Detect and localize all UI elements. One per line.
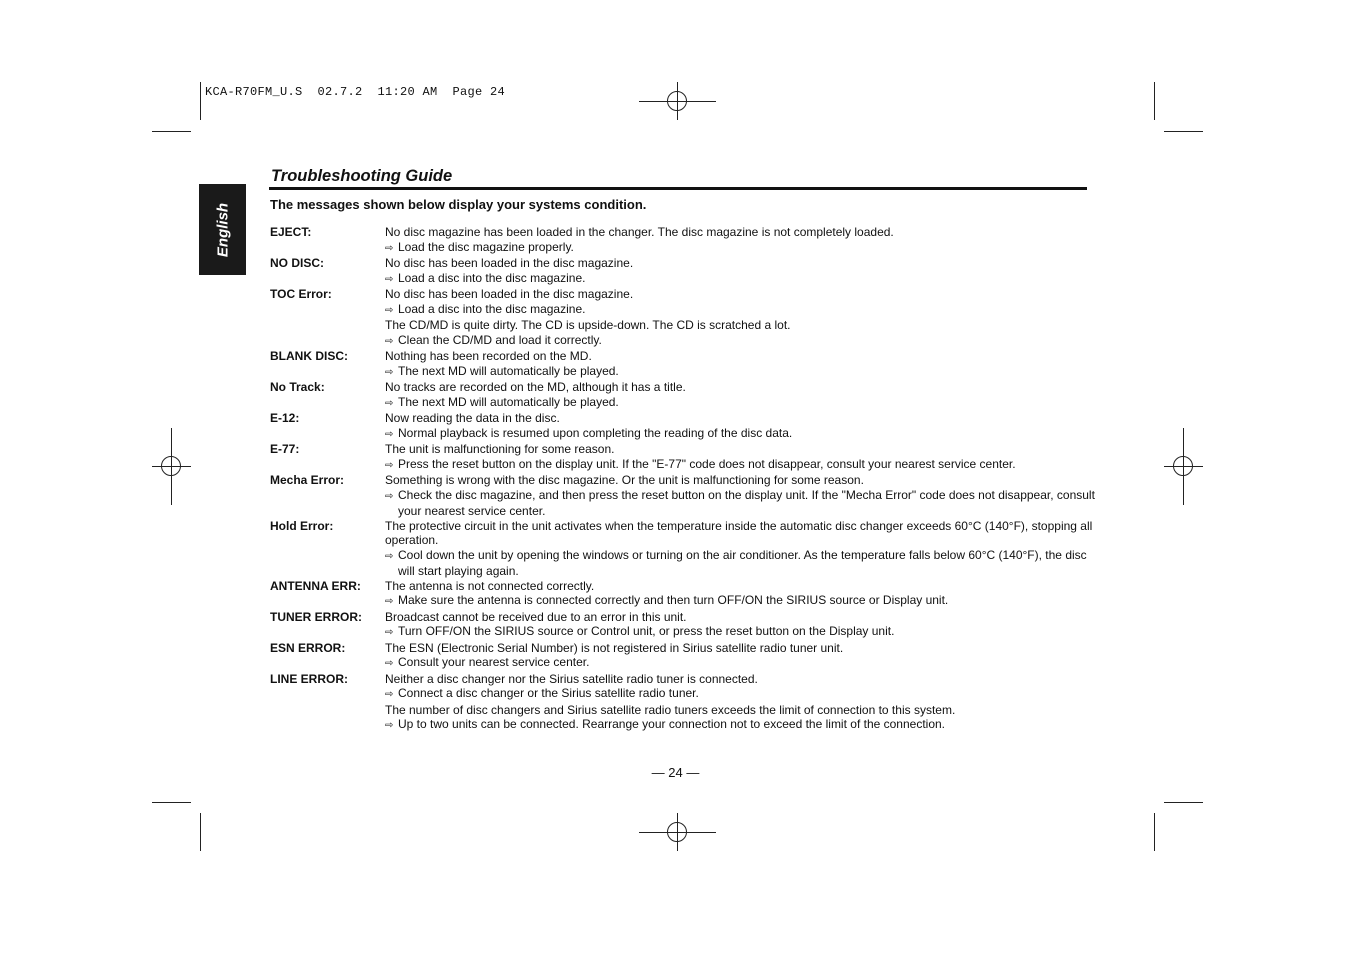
arrow-right-icon: ⇨ (385, 490, 394, 502)
troubleshooting-list (270, 225, 1100, 734)
remedy-text (385, 395, 1100, 412)
line-text: Normal playback is resumed upon completing the reading of the disc data. (398, 425, 793, 440)
arrow-right-icon: ⇨ (385, 428, 394, 440)
registration-circle (667, 91, 687, 111)
error-description (385, 287, 1100, 349)
arrow-right-icon: ⇨ (385, 304, 394, 316)
print-header: KCA-R70FM_U.S 02.7.2 11:20 AM Page 24 (205, 85, 506, 99)
line-text: No tracks are recorded on the MD, although it has a title. (385, 380, 686, 394)
list-item (270, 380, 1100, 411)
line-text: Load a disc into the disc magazine. (398, 301, 586, 316)
arrow-right-icon: ⇨ (385, 242, 394, 254)
error-code-label: E-12: (270, 411, 300, 425)
cause-text (385, 411, 1100, 426)
line-text: Check the disc magazine, and then press the reset button on the display unit. If the "Mecha Error" code does not disappear, consult your nearest service center. (398, 487, 1095, 518)
error-description (385, 641, 1100, 672)
registration-circle (667, 822, 687, 842)
cause-text (385, 519, 1100, 548)
crop-mark (200, 813, 201, 851)
list-item (270, 411, 1100, 442)
list-item (270, 519, 1100, 579)
cause-text (385, 610, 1100, 625)
error-description (385, 442, 1100, 473)
crop-mark (1164, 802, 1203, 803)
crop-mark (1154, 813, 1155, 851)
remedy-text (385, 593, 1100, 610)
line-text: The next MD will automatically be played. (398, 394, 619, 409)
line-text: No disc magazine has been loaded in the changer. The disc magazine is not completely loaded. (385, 225, 894, 239)
line-text: The next MD will automatically be played. (398, 363, 619, 378)
line-text: The ESN (Electronic Serial Number) is not registered in Sirius satellite radio tuner unit. (385, 640, 844, 655)
list-item (270, 256, 1100, 287)
error-description (385, 473, 1100, 519)
list-item (270, 641, 1100, 672)
arrow-right-icon: ⇨ (385, 550, 394, 562)
language-tab (199, 184, 246, 275)
line-text: Broadcast cannot be received due to an error in this unit. (385, 609, 687, 624)
line-text: The CD/MD is quite dirty. The CD is upside-down. The CD is scratched a lot. (385, 318, 791, 332)
remedy-text (385, 488, 1100, 519)
line-text: Connect a disc changer or the Sirius satellite radio tuner. (398, 686, 699, 700)
crop-mark (1164, 131, 1203, 132)
cause-text (385, 318, 1100, 333)
error-description (385, 256, 1100, 287)
cause-text (385, 703, 1100, 718)
cause-text (385, 287, 1100, 302)
arrow-right-icon: ⇨ (385, 273, 394, 285)
cause-text (385, 672, 1100, 687)
line-text: The unit is malfunctioning for some reason. (385, 442, 615, 456)
remedy-text (385, 686, 1100, 703)
list-item (270, 610, 1100, 641)
list-item (270, 287, 1100, 349)
line-text: Clean the CD/MD and load it correctly. (398, 332, 602, 347)
line-text: No disc has been loaded in the disc magazine. (385, 287, 634, 301)
error-description (385, 349, 1100, 380)
line-text: The number of disc changers and Sirius satellite radio tuners exceeds the limit of connection to this system. (385, 702, 956, 717)
line-text: Neither a disc changer nor the Sirius satellite radio tuner is connected. (385, 671, 758, 686)
list-item (270, 349, 1100, 380)
arrow-right-icon: ⇨ (385, 627, 394, 638)
line-text: Load a disc into the disc magazine. (398, 270, 586, 285)
line-text: Turn OFF/ON the SIRIUS source or Control unit, or press the reset button on the Display unit. (398, 624, 895, 638)
line-text: Now reading the data in the disc. (385, 411, 560, 425)
arrow-right-icon: ⇨ (385, 720, 394, 731)
arrow-right-icon: ⇨ (385, 658, 394, 669)
error-code-label: NO DISC: (270, 256, 324, 270)
crop-mark (200, 82, 201, 120)
list-item (270, 225, 1100, 256)
remedy-text (385, 240, 1100, 257)
error-description (385, 519, 1100, 579)
error-code-label: BLANK DISC: (270, 349, 348, 363)
cause-text (385, 579, 1100, 594)
cause-text (385, 442, 1100, 457)
line-text: The protective circuit in the unit activates when the temperature inside the automatic disc changer exceeds 60°C (140°F), stopping all operation. (385, 518, 1093, 547)
arrow-right-icon: ⇨ (385, 366, 394, 378)
line-text: No disc has been loaded in the disc magazine. (385, 256, 634, 270)
crop-mark (152, 802, 191, 803)
error-description (385, 380, 1100, 411)
remedy-text (385, 717, 1100, 734)
error-code-label: Hold Error: (270, 518, 334, 533)
error-description (385, 610, 1100, 641)
line-text: Load the disc magazine properly. (398, 239, 574, 254)
remedy-text (385, 548, 1100, 579)
line-text: Something is wrong with the disc magazine. Or the unit is malfunctioning for some reason. (385, 473, 864, 487)
line-text: Nothing has been recorded on the MD. (385, 349, 592, 363)
page-title: Troubleshooting Guide (271, 167, 453, 185)
list-item (270, 672, 1100, 734)
error-code-label: E-77: (270, 442, 300, 456)
error-code-label: LINE ERROR: (270, 671, 348, 686)
cause-text (385, 380, 1100, 395)
cause-text (385, 225, 1100, 240)
line-text: Press the reset button on the display unit. If the "E-77" code does not disappear, consult your nearest service center. (398, 456, 1016, 471)
remedy-text (385, 655, 1100, 672)
remedy-text (385, 302, 1100, 319)
error-code-label: ESN ERROR: (270, 640, 346, 655)
line-text: Consult your nearest service center. (398, 655, 590, 669)
line-text: Make sure the antenna is connected correctly and then turn OFF/ON the SIRIUS source or Display unit. (398, 593, 949, 607)
cause-text (385, 256, 1100, 271)
arrow-right-icon: ⇨ (385, 397, 394, 409)
error-code-label: ANTENNA ERR: (270, 578, 361, 593)
line-text: Up to two units can be connected. Rearrange your connection not to exceed the limit of the connection. (398, 717, 946, 731)
error-description (385, 411, 1100, 442)
error-code-label: TOC Error: (270, 287, 332, 301)
registration-circle (1173, 456, 1193, 476)
error-description (385, 225, 1100, 256)
list-item (270, 442, 1100, 473)
crop-mark (152, 131, 191, 132)
error-description (385, 672, 1100, 734)
error-code-label: No Track: (270, 380, 325, 394)
list-item (270, 579, 1100, 610)
line-text: The antenna is not connected correctly. (385, 578, 595, 593)
page-number: — 24 — (651, 765, 700, 780)
cause-text (385, 473, 1100, 488)
line-text: Cool down the unit by opening the windows or turning on the air conditioner. As the temperature falls below 60°C (140°F), the disc will start playing again. (398, 547, 1087, 578)
error-code-label: TUNER ERROR: (270, 609, 362, 624)
crop-mark (1154, 82, 1155, 120)
registration-circle (161, 456, 181, 476)
remedy-text (385, 457, 1100, 474)
arrow-right-icon: ⇨ (385, 689, 394, 700)
page-subtitle: The messages shown below display your systems condition. (270, 197, 647, 212)
title-rule (269, 187, 1087, 190)
arrow-right-icon: ⇨ (385, 335, 394, 347)
remedy-text (385, 333, 1100, 350)
arrow-right-icon: ⇨ (385, 596, 394, 607)
cause-text (385, 641, 1100, 656)
remedy-text (385, 364, 1100, 381)
cause-text (385, 349, 1100, 364)
error-code-label: EJECT: (270, 225, 312, 239)
language-tab-label: English (214, 202, 231, 257)
error-code-label: Mecha Error: (270, 473, 345, 487)
remedy-text (385, 426, 1100, 443)
remedy-text (385, 271, 1100, 288)
list-item (270, 473, 1100, 519)
error-description (385, 579, 1100, 610)
arrow-right-icon: ⇨ (385, 459, 394, 471)
remedy-text (385, 624, 1100, 641)
